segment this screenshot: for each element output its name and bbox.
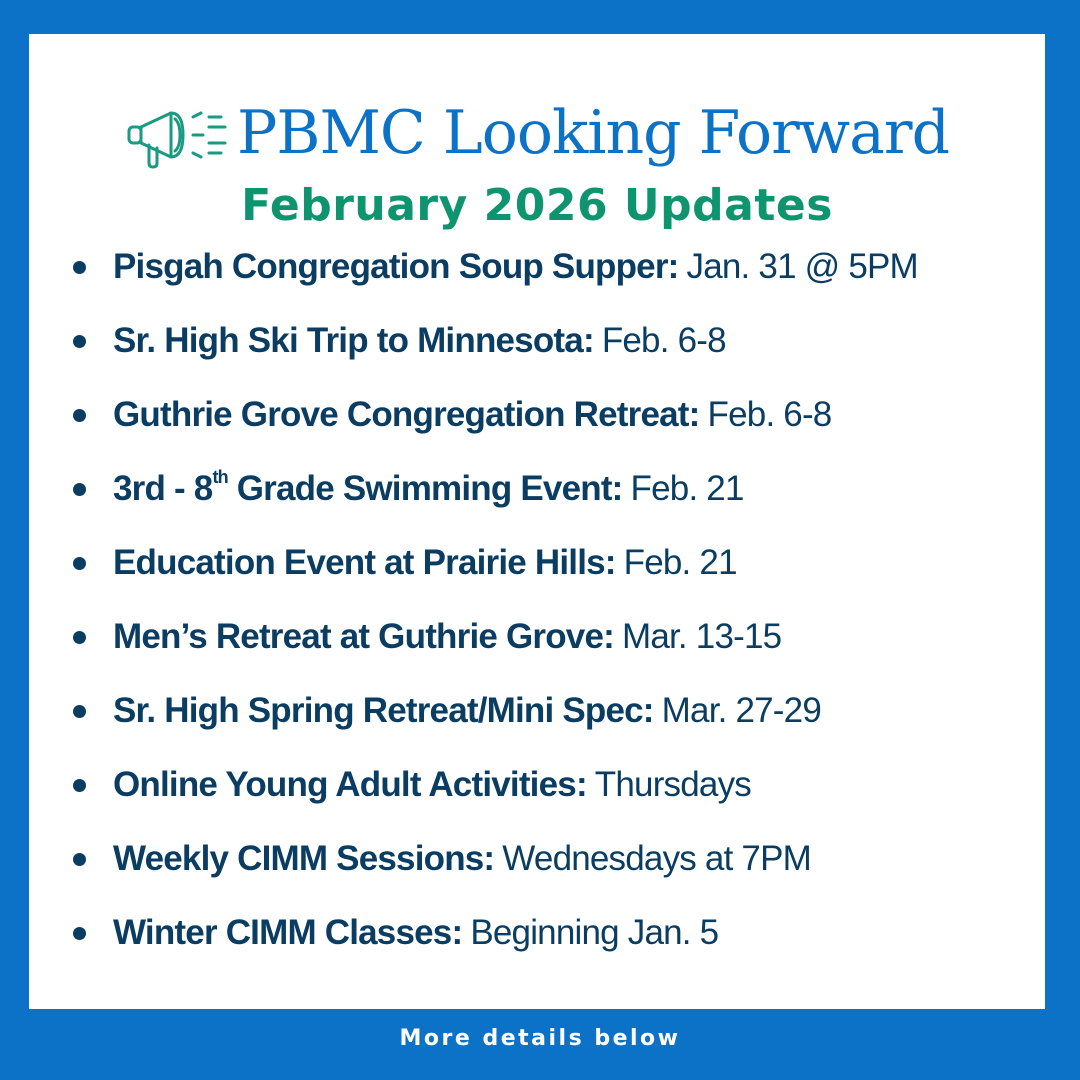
event-list — [73, 230, 918, 970]
event-date: Mar. 27-29 — [661, 691, 821, 730]
event-date: Thursdays — [594, 765, 751, 804]
page-subtitle: February 2026 Updates — [241, 180, 833, 231]
list-item — [73, 230, 918, 304]
bullet-icon — [73, 705, 86, 718]
event-name: Winter CIMM Classes: — [113, 913, 463, 952]
event-name-suffix: Grade Swimming Event: — [227, 469, 623, 508]
list-item — [73, 600, 918, 674]
event-date: Wednesdays at 7PM — [502, 839, 811, 878]
list-item — [73, 378, 918, 452]
event-date: Feb. 21 — [623, 543, 737, 582]
list-item — [73, 822, 918, 896]
list-item — [73, 526, 918, 600]
event-date: Feb. 21 — [630, 469, 744, 508]
bullet-icon — [73, 335, 86, 348]
event-name: Guthrie Grove Congregation Retreat: — [113, 395, 700, 434]
footer-text: More details below — [399, 1026, 681, 1051]
flyer-card — [29, 34, 1045, 1009]
event-name: Pisgah Congregation Soup Supper: — [113, 247, 679, 286]
event-name — [113, 469, 623, 509]
event-name: Men’s Retreat at Guthrie Grove: — [113, 617, 614, 656]
event-date: Feb. 6-8 — [707, 395, 832, 434]
event-date: Jan. 31 @ 5PM — [686, 247, 918, 286]
event-name: Sr. High Spring Retreat/Mini Spec: — [113, 691, 654, 730]
bullet-icon — [73, 631, 86, 644]
event-name: Online Young Adult Activities: — [113, 765, 587, 804]
event-name-prefix: 3rd - 8 — [113, 469, 213, 508]
event-name: Weekly CIMM Sessions: — [113, 839, 495, 878]
megaphone-icon — [125, 97, 235, 173]
bullet-icon — [73, 557, 86, 570]
bullet-icon — [73, 779, 86, 792]
event-name: Sr. High Ski Trip to Minnesota: — [113, 321, 594, 360]
event-date: Beginning Jan. 5 — [470, 913, 719, 952]
bullet-icon — [73, 853, 86, 866]
bullet-icon — [73, 483, 86, 496]
list-item — [73, 896, 918, 970]
bullet-icon — [73, 927, 86, 940]
page-title: PBMC Looking Forward — [236, 98, 949, 168]
list-item — [73, 304, 918, 378]
event-date: Feb. 6-8 — [601, 321, 726, 360]
bullet-icon — [73, 409, 86, 422]
list-item — [73, 748, 918, 822]
title-row — [29, 88, 1045, 178]
bullet-icon — [73, 261, 86, 274]
ordinal-suffix: th — [212, 467, 228, 488]
event-name: Education Event at Prairie Hills: — [113, 543, 616, 582]
list-item — [73, 452, 918, 526]
event-date: Mar. 13-15 — [621, 617, 782, 656]
list-item — [73, 674, 918, 748]
